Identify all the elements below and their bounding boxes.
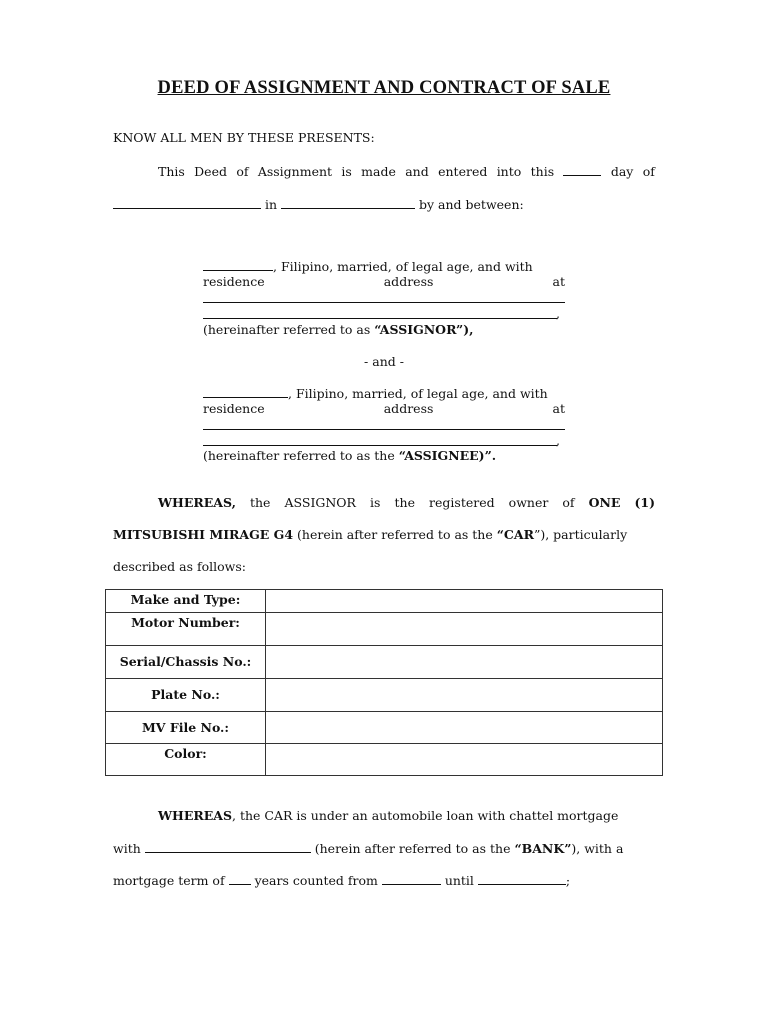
term-text-3: until bbox=[444, 873, 474, 888]
intro-word: entered bbox=[438, 164, 488, 179]
whereas1-mid-text: (herein after referred to as the bbox=[293, 527, 497, 542]
bank-name-blank[interactable] bbox=[145, 840, 311, 853]
assignor-residence-line bbox=[203, 274, 565, 289]
assignee-address-word: address bbox=[383, 401, 434, 416]
whereas2-text: , the CAR is under an automobile loan with chattel mortgage bbox=[232, 808, 619, 823]
intro-word: This bbox=[158, 164, 185, 179]
table-row bbox=[106, 590, 663, 613]
table-row bbox=[106, 744, 663, 776]
whereas2-ref-end: ), with a bbox=[571, 841, 624, 856]
assignor-at-word: at bbox=[552, 274, 565, 289]
assignee-intro-line bbox=[203, 385, 548, 401]
whereas1-line-1 bbox=[158, 495, 655, 510]
document-title: DEED OF ASSIGNMENT AND CONTRACT OF SALE bbox=[157, 78, 611, 98]
assignor-comma: , bbox=[556, 306, 560, 321]
table-label: Plate No.: bbox=[106, 679, 266, 712]
intro-word: of bbox=[236, 164, 249, 179]
bank-defined-term: “BANK” bbox=[514, 841, 572, 856]
day-blank[interactable] bbox=[563, 163, 601, 176]
end-date-blank[interactable] bbox=[478, 872, 566, 885]
table-value-cell[interactable] bbox=[266, 744, 663, 776]
table-label: Serial/Chassis No.: bbox=[106, 646, 266, 679]
table-label: Color: bbox=[106, 744, 266, 776]
intro-word: is bbox=[341, 164, 352, 179]
and-separator: - and - bbox=[364, 354, 404, 369]
assignor-name-blank[interactable] bbox=[203, 258, 273, 271]
whereas1-word: the bbox=[394, 495, 415, 510]
assignee-name-blank[interactable] bbox=[203, 385, 288, 398]
whereas1-line-2 bbox=[113, 527, 627, 542]
term-end: ; bbox=[565, 873, 571, 888]
intro-word: this bbox=[530, 164, 555, 179]
whereas2-with: with bbox=[113, 841, 141, 856]
whereas1-word: ASSIGNOR bbox=[284, 495, 356, 510]
start-date-blank[interactable] bbox=[382, 872, 441, 885]
assignee-comma: , bbox=[556, 433, 560, 448]
intro-word: day bbox=[610, 164, 634, 179]
assignee-at-word: at bbox=[552, 401, 565, 416]
whereas2-bold: WHEREAS bbox=[158, 808, 233, 823]
table-label: Make and Type: bbox=[106, 590, 266, 613]
table-label: MV File No.: bbox=[106, 712, 266, 744]
intro-line-1 bbox=[158, 163, 655, 179]
intro-word: of bbox=[642, 164, 655, 179]
table-value-cell[interactable] bbox=[266, 646, 663, 679]
assignor-ref-bold: “ASSIGNOR”), bbox=[374, 322, 474, 337]
years-blank[interactable] bbox=[229, 872, 251, 885]
intro-word: Deed bbox=[194, 164, 227, 179]
assignee-reference bbox=[203, 448, 496, 463]
intro-line-2 bbox=[113, 196, 524, 212]
assignee-intro-text: , Filipino, married, of legal age, and with bbox=[288, 386, 548, 401]
whereas1-word: is bbox=[370, 495, 381, 510]
intro-in: in bbox=[264, 197, 278, 212]
whereas1-line-3: described as follows: bbox=[113, 559, 247, 574]
table-row bbox=[106, 679, 663, 712]
assignee-address-blank-2[interactable] bbox=[203, 445, 557, 446]
assignor-address-blank-1[interactable] bbox=[203, 302, 565, 303]
assignee-residence-word: residence bbox=[203, 401, 265, 416]
table-value-cell[interactable] bbox=[266, 590, 663, 613]
vehicle-details-table bbox=[105, 589, 663, 776]
table-value-cell[interactable] bbox=[266, 679, 663, 712]
whereas2-line-2 bbox=[113, 840, 656, 856]
term-text-2: years counted from bbox=[254, 873, 378, 888]
whereas1-mid2-text: ”), particularly bbox=[533, 527, 628, 542]
intro-word: into bbox=[496, 164, 522, 179]
assignor-residence-word: residence bbox=[203, 274, 265, 289]
intro-word: Assignment bbox=[257, 164, 333, 179]
assignee-ref-text: (hereinafter referred to as the bbox=[203, 448, 399, 463]
whereas2-ref: (herein after referred to as the bbox=[314, 841, 515, 856]
assignor-ref-text: (hereinafter referred to as bbox=[203, 322, 375, 337]
term-text-1: mortgage term of bbox=[113, 873, 225, 888]
whereas1-word: registered bbox=[429, 495, 495, 510]
car-defined-term: “CAR bbox=[496, 527, 534, 542]
whereas1-word: owner bbox=[508, 495, 549, 510]
table-label: Motor Number: bbox=[106, 613, 266, 646]
assignor-reference bbox=[203, 322, 473, 337]
whereas1-one-num: (1) bbox=[634, 495, 655, 510]
assignor-address-word: address bbox=[383, 274, 434, 289]
whereas2-line-1 bbox=[158, 808, 618, 823]
whereas1-word: of bbox=[562, 495, 575, 510]
assignee-address-blank-1[interactable] bbox=[203, 429, 565, 430]
month-year-blank[interactable] bbox=[113, 196, 261, 209]
table-row bbox=[106, 712, 663, 744]
intro-word: and bbox=[405, 164, 429, 179]
table-row bbox=[106, 646, 663, 679]
whereas1-bold: WHEREAS, bbox=[158, 495, 236, 510]
place-blank[interactable] bbox=[281, 196, 415, 209]
whereas2-line-3 bbox=[113, 872, 570, 888]
know-all-men-heading: KNOW ALL MEN BY THESE PRESENTS: bbox=[113, 130, 375, 145]
intro-word: made bbox=[361, 164, 396, 179]
assignor-intro-line bbox=[203, 258, 533, 274]
intro-by-between: by and between: bbox=[419, 197, 524, 212]
assignee-residence-line bbox=[203, 401, 565, 416]
whereas1-word: the bbox=[249, 495, 271, 510]
table-value-cell[interactable] bbox=[266, 613, 663, 646]
car-model: MITSUBISHI MIRAGE G4 bbox=[113, 527, 294, 542]
assignee-ref-bold: “ASSIGNEE)”. bbox=[398, 448, 497, 463]
whereas1-one: ONE bbox=[588, 495, 621, 510]
table-row bbox=[106, 613, 663, 646]
assignor-intro-text: , Filipino, married, of legal age, and with bbox=[273, 259, 533, 274]
assignor-address-blank-2[interactable] bbox=[203, 318, 557, 319]
table-value-cell[interactable] bbox=[266, 712, 663, 744]
